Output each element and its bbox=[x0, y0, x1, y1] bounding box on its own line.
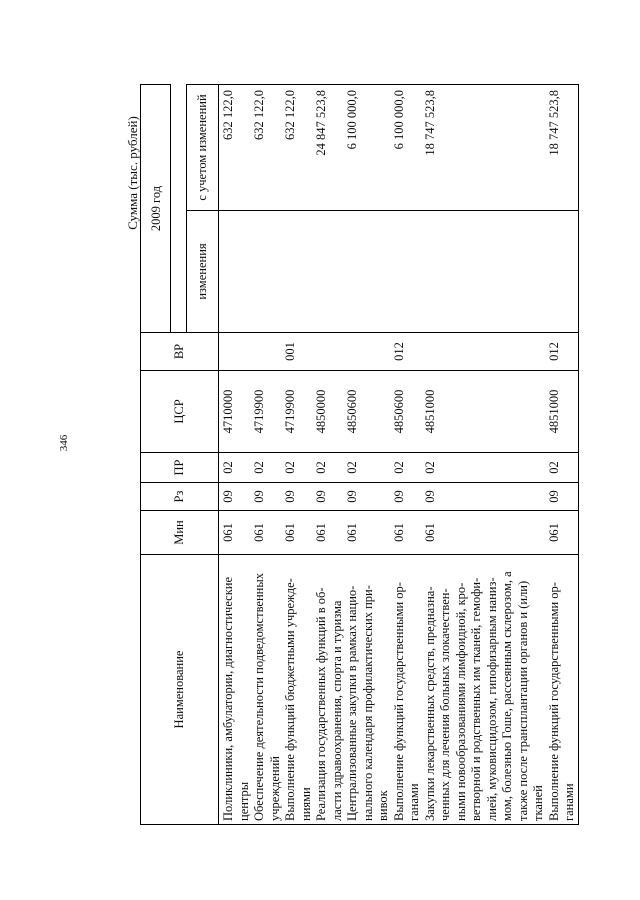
vr-code bbox=[252, 333, 283, 371]
min-code: 061 bbox=[392, 511, 423, 555]
with-changes-value: 6 100 000,0 bbox=[392, 84, 423, 210]
csr-code: 4850600 bbox=[345, 371, 392, 453]
row-name: Поликлиники, амбулатории, диагностические центры bbox=[219, 555, 253, 825]
min-code: 061 bbox=[252, 511, 283, 555]
pr-code: 02 bbox=[392, 453, 423, 483]
min-code: 061 bbox=[547, 511, 579, 555]
table-row bbox=[423, 84, 547, 824]
budget-table bbox=[140, 84, 579, 825]
with-changes-value: 18 747 523,8 bbox=[423, 84, 547, 210]
csr-code: 4710000 bbox=[219, 371, 253, 453]
row-name: Закупки лекарственных средств, предназна-ченных для лечения больных злокачествен-ными новообразованиями лимфоидной, кро-ветворной и родственных им тканей, гемофи-лией, муковисцидозом, гипофизарным наниз-мом, болезнью Гоше, рассеянным склерозом, а также после трансплантации органов и (или) тканей bbox=[423, 555, 547, 825]
row-name: Централизованные закупки в рамках нацио-нального календаря профилактических при-вивок bbox=[345, 555, 392, 825]
page-number: 346 bbox=[58, 434, 70, 452]
rz-code: 09 bbox=[345, 483, 392, 511]
min-code: 061 bbox=[219, 511, 253, 555]
with-changes-value: 632 122,0 bbox=[252, 84, 283, 210]
rotated-table-block bbox=[125, 85, 592, 825]
header-with-changes: с учетом изменений bbox=[187, 84, 219, 210]
min-code: 061 bbox=[345, 511, 392, 555]
csr-code: 4851000 bbox=[547, 371, 579, 453]
vr-code: 012 bbox=[392, 333, 423, 371]
min-code: 061 bbox=[283, 511, 314, 555]
changes-value bbox=[219, 211, 253, 333]
rz-code: 09 bbox=[314, 483, 345, 511]
pr-code: 02 bbox=[314, 453, 345, 483]
rz-code: 09 bbox=[252, 483, 283, 511]
table-row bbox=[547, 84, 579, 824]
pr-code: 02 bbox=[219, 453, 253, 483]
with-changes-value: 18 747 523,8 bbox=[547, 84, 579, 210]
vr-code: 001 bbox=[283, 333, 314, 371]
rz-code: 09 bbox=[423, 483, 547, 511]
changes-value bbox=[392, 211, 423, 333]
row-name: Выполнение функций бюджетными учрежде-ниями bbox=[283, 555, 314, 825]
header-vr: ВР bbox=[141, 333, 219, 371]
header-year: 2009 год bbox=[141, 84, 171, 332]
changes-value bbox=[314, 211, 345, 333]
rz-code: 09 bbox=[547, 483, 579, 511]
csr-code: 4719900 bbox=[252, 371, 283, 453]
vr-code bbox=[314, 333, 345, 371]
header-min: Мин bbox=[141, 511, 219, 555]
vr-code: 012 bbox=[547, 333, 579, 371]
rz-code: 09 bbox=[392, 483, 423, 511]
rz-code: 09 bbox=[283, 483, 314, 511]
with-changes-value: 632 122,0 bbox=[219, 84, 253, 210]
min-code: 061 bbox=[423, 511, 547, 555]
pr-code: 02 bbox=[345, 453, 392, 483]
pr-code: 02 bbox=[252, 453, 283, 483]
table-row bbox=[392, 84, 423, 824]
changes-value bbox=[252, 211, 283, 333]
header-rz: Рз bbox=[141, 483, 219, 511]
changes-value bbox=[345, 211, 392, 333]
table-row bbox=[219, 84, 253, 824]
changes-value bbox=[547, 211, 579, 333]
changes-value bbox=[283, 211, 314, 333]
row-name: Выполнение функций государственными ор-ганами bbox=[547, 555, 579, 825]
csr-code: 4719900 bbox=[283, 371, 314, 453]
csr-code: 4850600 bbox=[392, 371, 423, 453]
row-name: Выполнение функций государственными ор-ганами bbox=[392, 555, 423, 825]
pr-code: 02 bbox=[283, 453, 314, 483]
vr-code bbox=[345, 333, 392, 371]
row-name: Реализация государственных функций в об-ласти здравоохранения, спорта и туризма bbox=[314, 555, 345, 825]
table-row bbox=[283, 84, 314, 824]
vr-code bbox=[423, 333, 547, 371]
csr-code: 4850000 bbox=[314, 371, 345, 453]
with-changes-value: 24 847 523,8 bbox=[314, 84, 345, 210]
table-row bbox=[314, 84, 345, 824]
row-name: Обеспечение деятельности подведомственных учреждений bbox=[252, 555, 283, 825]
pr-code: 02 bbox=[547, 453, 579, 483]
csr-code: 4851000 bbox=[423, 371, 547, 453]
units-caption: Сумма (тыс. рублей) bbox=[125, 116, 140, 230]
table-row bbox=[252, 84, 283, 824]
changes-value bbox=[423, 211, 547, 333]
header-changes: изменения bbox=[187, 211, 219, 333]
table-body bbox=[219, 84, 579, 824]
with-changes-value: 6 100 000,0 bbox=[345, 84, 392, 210]
rz-code: 09 bbox=[219, 483, 253, 511]
pr-code: 02 bbox=[423, 453, 547, 483]
with-changes-value: 632 122,0 bbox=[283, 84, 314, 210]
header-name: Наименование bbox=[141, 555, 219, 825]
table-row bbox=[345, 84, 392, 824]
min-code: 061 bbox=[314, 511, 345, 555]
vr-code bbox=[219, 333, 253, 371]
header-csr: ЦСР bbox=[141, 371, 219, 453]
header-pr: ПР bbox=[141, 453, 219, 483]
